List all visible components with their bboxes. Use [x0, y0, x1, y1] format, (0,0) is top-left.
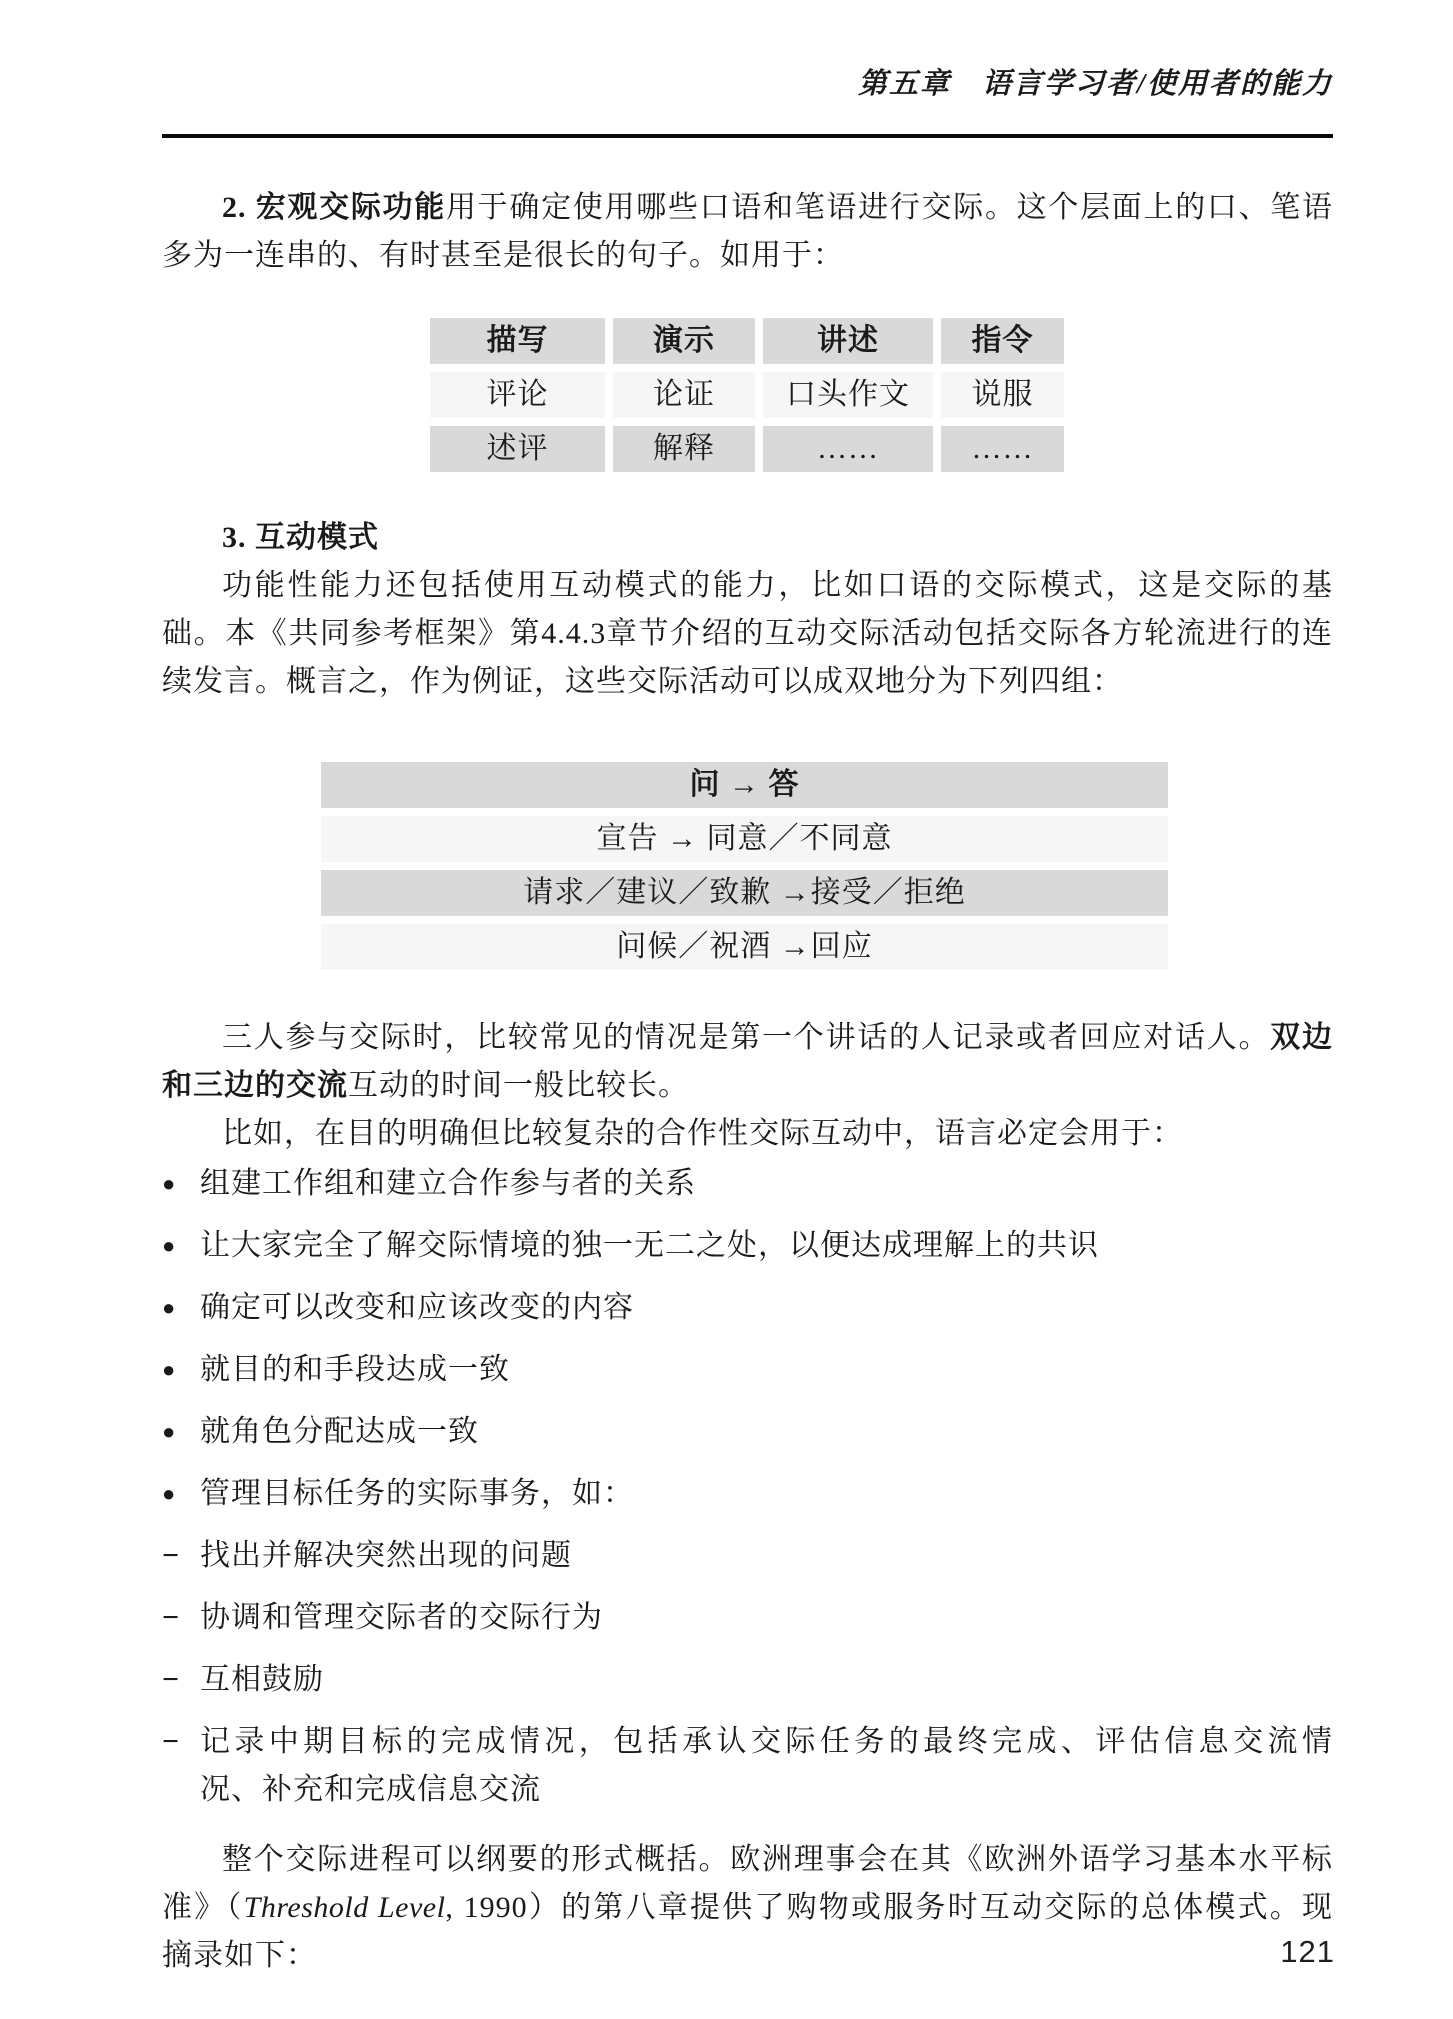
header-rule — [162, 134, 1333, 138]
three-party-paragraph-line2 — [162, 1062, 1333, 1110]
table-header-cell: 指令 — [941, 318, 1064, 364]
macro-functions-text: 用于确定使用哪些口语和笔语进行交际。这个层面上的口、笔语 — [445, 191, 1334, 224]
paragraph-macro-functions-line2 — [162, 232, 1333, 280]
list-item — [162, 1532, 1333, 1580]
summary-paragraph-line1: 整个交际进程可以纲要的形式概括。欧洲理事会在其《欧洲外语学习基本水平标 — [222, 1843, 1333, 1876]
dash-icon: − — [162, 1601, 181, 1634]
dash-icon: − — [162, 1539, 181, 1572]
threshold-level-italic: Threshold Level — [243, 1891, 446, 1924]
list-item — [162, 1408, 1333, 1456]
list-item-text: 让大家完全了解交际情境的独一无二之处，以便达成理解上的共识 — [200, 1229, 1099, 1262]
bullet-icon: ● — [162, 1233, 177, 1258]
trilateral-bold: 和三边的交流 — [162, 1069, 348, 1102]
list-item-text: 组建工作组和建立合作参与者的关系 — [200, 1167, 696, 1200]
list-item-text: 就角色分配达成一致 — [200, 1415, 479, 1448]
macro-functions-table — [430, 318, 1333, 472]
bullet-icon: ● — [162, 1419, 177, 1444]
list-item — [162, 1284, 1333, 1332]
summary-text2: , 1990）的第八章提供了购物或服务时互动交际的总体模式。现 — [445, 1891, 1334, 1924]
table-cell: 述评 — [430, 426, 605, 472]
chapter-header — [162, 64, 1333, 104]
table-header-cell: 讲述 — [763, 318, 933, 364]
bullet-icon: ● — [162, 1481, 177, 1506]
interaction-table-row: 宣告 → 同意／不同意 — [321, 816, 1168, 862]
bullet-icon: ● — [162, 1295, 177, 1320]
table-cell: 说服 — [941, 372, 1064, 418]
bilateral-bold: 双边 — [1270, 1021, 1333, 1054]
table-cell: 口头作文 — [763, 372, 933, 418]
summary-paragraph-line2 — [162, 1884, 1333, 1932]
list-item — [162, 1222, 1333, 1270]
macro-functions-lead: 2. 宏观交际功能 — [222, 191, 446, 224]
table-header-cell: 演示 — [613, 318, 755, 364]
bullet-list — [162, 1160, 1333, 1518]
dash-icon: − — [162, 1663, 181, 1696]
list-item-text: 管理目标任务的实际事务，如： — [200, 1477, 634, 1510]
interaction-paragraph-line2: 础。本《共同参考框架》第4.4.3章节介绍的互动交际活动包括交际各方轮流进行的连 — [162, 617, 1333, 650]
list-item-text: 就目的和手段达成一致 — [200, 1353, 510, 1386]
three-party-paragraph-line1 — [162, 1014, 1333, 1062]
chapter-title: 第五章 语言学习者/使用者的能力 — [857, 68, 1333, 100]
table-cell: 评论 — [430, 372, 605, 418]
macro-functions-text2: 多为一连串的、有时甚至是很长的句子。如用于： — [162, 239, 844, 272]
list-item — [162, 1470, 1333, 1518]
summary-paragraph-line3: 摘录如下： — [162, 1939, 317, 1972]
dash-icon: − — [162, 1725, 181, 1758]
list-item-text: 互相鼓励 — [200, 1663, 324, 1696]
interaction-table-row: 问候／祝酒 →回应 — [321, 924, 1168, 970]
list-item-text: 协调和管理交际者的交际行为 — [200, 1601, 603, 1634]
three-party-text: 三人参与交际时，比较常见的情况是第一个讲话的人记录或者回应对话人。 — [222, 1021, 1271, 1054]
interaction-paragraph-line1: 功能性能力还包括使用互动模式的能力，比如口语的交际模式，这是交际的基 — [222, 569, 1333, 602]
list-item-text — [200, 1718, 1333, 1814]
list-item-text: 找出并解决突然出现的问题 — [200, 1539, 572, 1572]
list-item — [162, 1160, 1333, 1208]
paragraph-macro-functions-line1 — [162, 184, 1333, 232]
table-header-cell: 描写 — [430, 318, 605, 364]
three-party-text2: 互动的时间一般比较长。 — [348, 1069, 689, 1102]
interaction-paragraph-line3: 续发言。概言之，作为例证，这些交际活动可以成双地分为下列四组： — [162, 665, 1123, 698]
table-cell: …… — [763, 426, 933, 472]
table-cell: …… — [941, 426, 1064, 472]
example-intro-paragraph: 比如，在目的明确但比较复杂的合作性交际互动中，语言必定会用于： — [222, 1117, 1183, 1150]
summary-text: 准》（ — [162, 1891, 244, 1924]
interaction-pairs-table — [321, 762, 1168, 970]
list-item — [162, 1594, 1333, 1642]
table-cell: 解释 — [613, 426, 755, 472]
bullet-icon: ● — [162, 1357, 177, 1382]
list-item — [162, 1656, 1333, 1704]
list-item-text-line2: 况、补充和完成信息交流 — [200, 1773, 541, 1806]
section-heading-interaction: 3. 互动模式 — [222, 521, 379, 554]
list-item — [162, 1718, 1333, 1814]
list-item-text-line1: 记录中期目标的完成情况，包括承认交际任务的最终完成、评估信息交流情 — [200, 1725, 1333, 1758]
bullet-icon: ● — [162, 1171, 177, 1196]
page-number: 121 — [1280, 1934, 1335, 1969]
interaction-table-row: 请求／建议／致歉 →接受／拒绝 — [321, 870, 1168, 916]
interaction-table-row: 问 → 答 — [321, 762, 1168, 808]
table-cell: 论证 — [613, 372, 755, 418]
list-item-text: 确定可以改变和应该改变的内容 — [200, 1291, 634, 1324]
dash-list — [162, 1532, 1333, 1814]
list-item — [162, 1346, 1333, 1394]
